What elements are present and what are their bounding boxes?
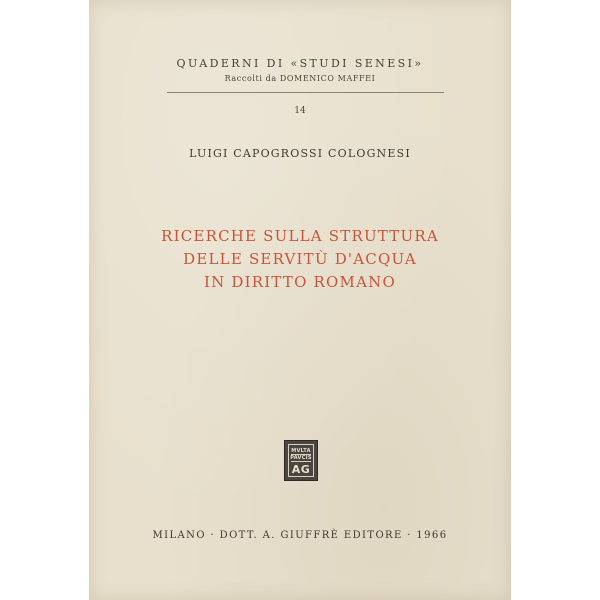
author-name: LUIGI CAPOGROSSI COLOGNESI	[189, 147, 411, 160]
series-title: QUADERNI DI «STUDI SENESI»	[176, 57, 424, 70]
logo-motto-line-1: MVLTA	[291, 448, 311, 454]
logo-monogram: AG	[291, 463, 311, 476]
book-title-line-3: IN DIRITTO ROMANO	[204, 273, 396, 291]
publisher-imprint: MILANO · DOTT. A. GIUFFRÈ EDITORE · 1966	[152, 530, 448, 541]
volume-number: 14	[294, 106, 306, 116]
logo-divider	[291, 461, 311, 462]
book-title-line-1: RICERCHE SULLA STRUTTURA	[161, 227, 439, 245]
book-title	[89, 225, 511, 294]
logo-motto-line-2: PAVCIS	[290, 455, 312, 461]
publisher-logo-frame	[288, 444, 314, 477]
publisher-logo	[284, 440, 318, 481]
book-title-line-2: DELLE SERVITÙ D'ACQUA	[183, 250, 417, 268]
series-editor: Raccolti da DOMENICO MAFFEI	[224, 74, 376, 83]
title-page	[89, 0, 511, 600]
divider-rule	[167, 92, 444, 93]
